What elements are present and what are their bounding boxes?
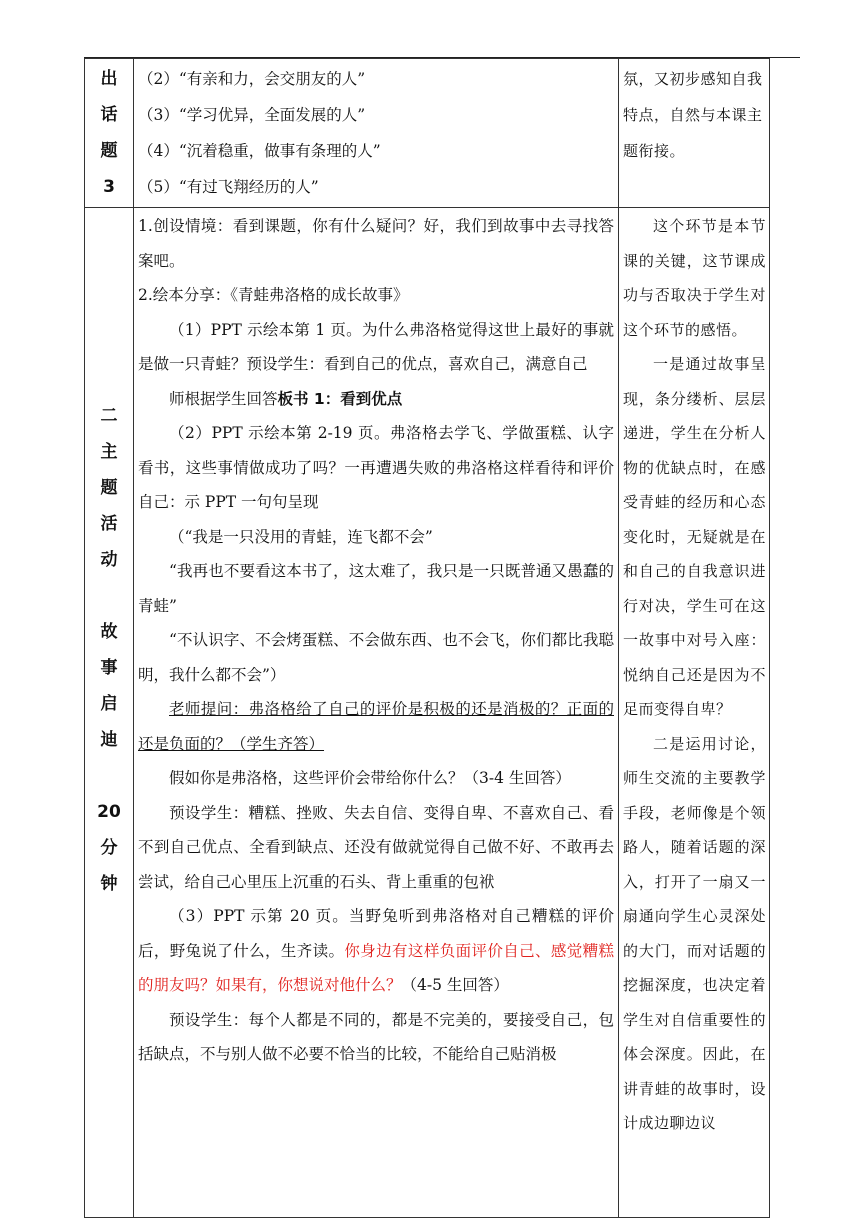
paragraph-text: （3）PPT 示第 20 页。当野兔听到弗洛格对自己糟糕的评价后，野兔说了什么，生齐读。 [138, 907, 614, 960]
intent-line: 特点，自然与本课主 [623, 106, 763, 124]
paragraph-text: （4-5 生回答） [401, 976, 509, 994]
table-row [85, 208, 770, 1218]
table-row [85, 59, 770, 208]
quote: “我再也不要看这本书了，这太难了，我只是一只既普通又愚蠢的青蛙” [138, 562, 614, 615]
paragraph [134, 899, 618, 1003]
intent-paragraph: 这个环节是本节课的关键，这节课成功与否取决于学生对这个环节的感悟。 [623, 217, 766, 339]
label-char: 钟 [100, 874, 118, 894]
label-char: 出 [100, 69, 118, 89]
paragraph: 1.创设情境：看到课题，你有什么疑问？好，我们到故事中去寻找答案吧。 [138, 217, 614, 270]
label-char: 分 [100, 838, 118, 858]
label-char: 主 [100, 442, 118, 462]
label-char: 20 [97, 802, 121, 822]
stage-label-cell [85, 59, 134, 208]
list-item: （2）“有亲和力，会交朋友的人” [138, 70, 366, 88]
teacher-question: 老师提问：弗洛格给了自己的评价是积极的还是消极的？正面的还是负面的？（学生齐答） [138, 700, 614, 753]
list-item: （5）“有过飞翔经历的人” [138, 178, 319, 196]
paragraph: （2）PPT 示绘本第 2-19 页。弗洛格去学飞、学做蛋糕、认字看书，这些事情做成功了吗？一再遭遇失败的弗洛格这样看待和评价自己：示 PPT 一句句呈现 [138, 424, 614, 511]
label-char: 动 [100, 550, 118, 570]
paragraph: 假如你是弗洛格，这些评价会带给你什么？（3-4 生回答） [169, 769, 571, 787]
intent-line: 氛，又初步感知自我 [623, 70, 763, 88]
label-char: 启 [100, 694, 118, 714]
lesson-plan-table [84, 58, 770, 1218]
highlight-question: 你身边有这样负面评价自己、感觉糟糕的朋友吗？如果有，你想说对他什么？ [138, 941, 614, 994]
intent-line: 题衔接。 [623, 142, 686, 160]
paragraph: 预设学生：每个人都是不同的，都是不完美的，要接受自己，包括缺点，不与别人做不必要不恰当的比较，不能给自己贴消极 [138, 1010, 614, 1063]
design-intent-cell [619, 59, 770, 208]
quote: （“我是一只没用的青蛙，连飞都不会” [169, 527, 433, 546]
list-item: （4）“沉着稳重，做事有条理的人” [138, 142, 381, 160]
paragraph-text: 师根据学生回答 [169, 389, 278, 408]
label-char: 迪 [100, 730, 118, 750]
label-char: 题 [100, 478, 118, 498]
paragraph: 预设学生：糟糕、挫败、失去自信、变得自卑、不喜欢自己、看不到自己优点、全看到缺点、还没有做就觉得自己做不好、不敢再去尝试，给自己心里压上沉重的石头、背上重重的包袱 [138, 803, 614, 891]
stage-label [85, 208, 133, 902]
label-char: 事 [100, 658, 118, 678]
label-char: 3 [103, 177, 115, 197]
board-note: 板书 1：看到优点 [277, 389, 403, 408]
list-item: （3）“学习优异，全面发展的人” [138, 106, 366, 124]
paragraph [134, 382, 618, 417]
stage-label-cell [85, 208, 134, 1218]
intent-paragraph: 一是通过故事呈现，条分缕析、层层递进，学生在分析人物的优缺点时，在感受青蛙的经历和心态变化时，无疑就是在和自己的自我意识进行对决，学生可在这一故事中对号入座：悦纳自己还是因为不足而变得自卑？ [623, 355, 766, 718]
label-char: 故 [100, 622, 118, 642]
label-char: 活 [100, 514, 118, 534]
label-char: 二 [100, 406, 118, 426]
label-char: 题 [100, 141, 118, 161]
paragraph: （1）PPT 示绘本第 1 页。为什么弗洛格觉得这世上最好的事就是做一只青蛙？预设学生：看到自己的优点，喜欢自己，满意自己 [138, 320, 614, 373]
activity-cell [134, 59, 619, 208]
stage-label [85, 59, 133, 205]
design-intent-cell [619, 208, 770, 1218]
quote: “不认识字、不会烤蛋糕、不会做东西、也不会飞，你们都比我聪明，我什么都不会”） [138, 631, 614, 684]
label-char: 话 [100, 105, 118, 125]
activity-cell [134, 208, 619, 1218]
paragraph: 2.绘本分享：《青蛙弗洛格的成长故事》 [138, 286, 409, 304]
intent-paragraph: 二是运用讨论，师生交流的主要教学手段，老师像是个领路人，随着话题的深入，打开了一扇又一扇通向学生心灵深处的大门，而对话题的挖掘深度，也决定着学生对自信重要性的体会深度。因此，在讲青蛙的故事时，设计成边聊边议 [623, 734, 766, 1132]
